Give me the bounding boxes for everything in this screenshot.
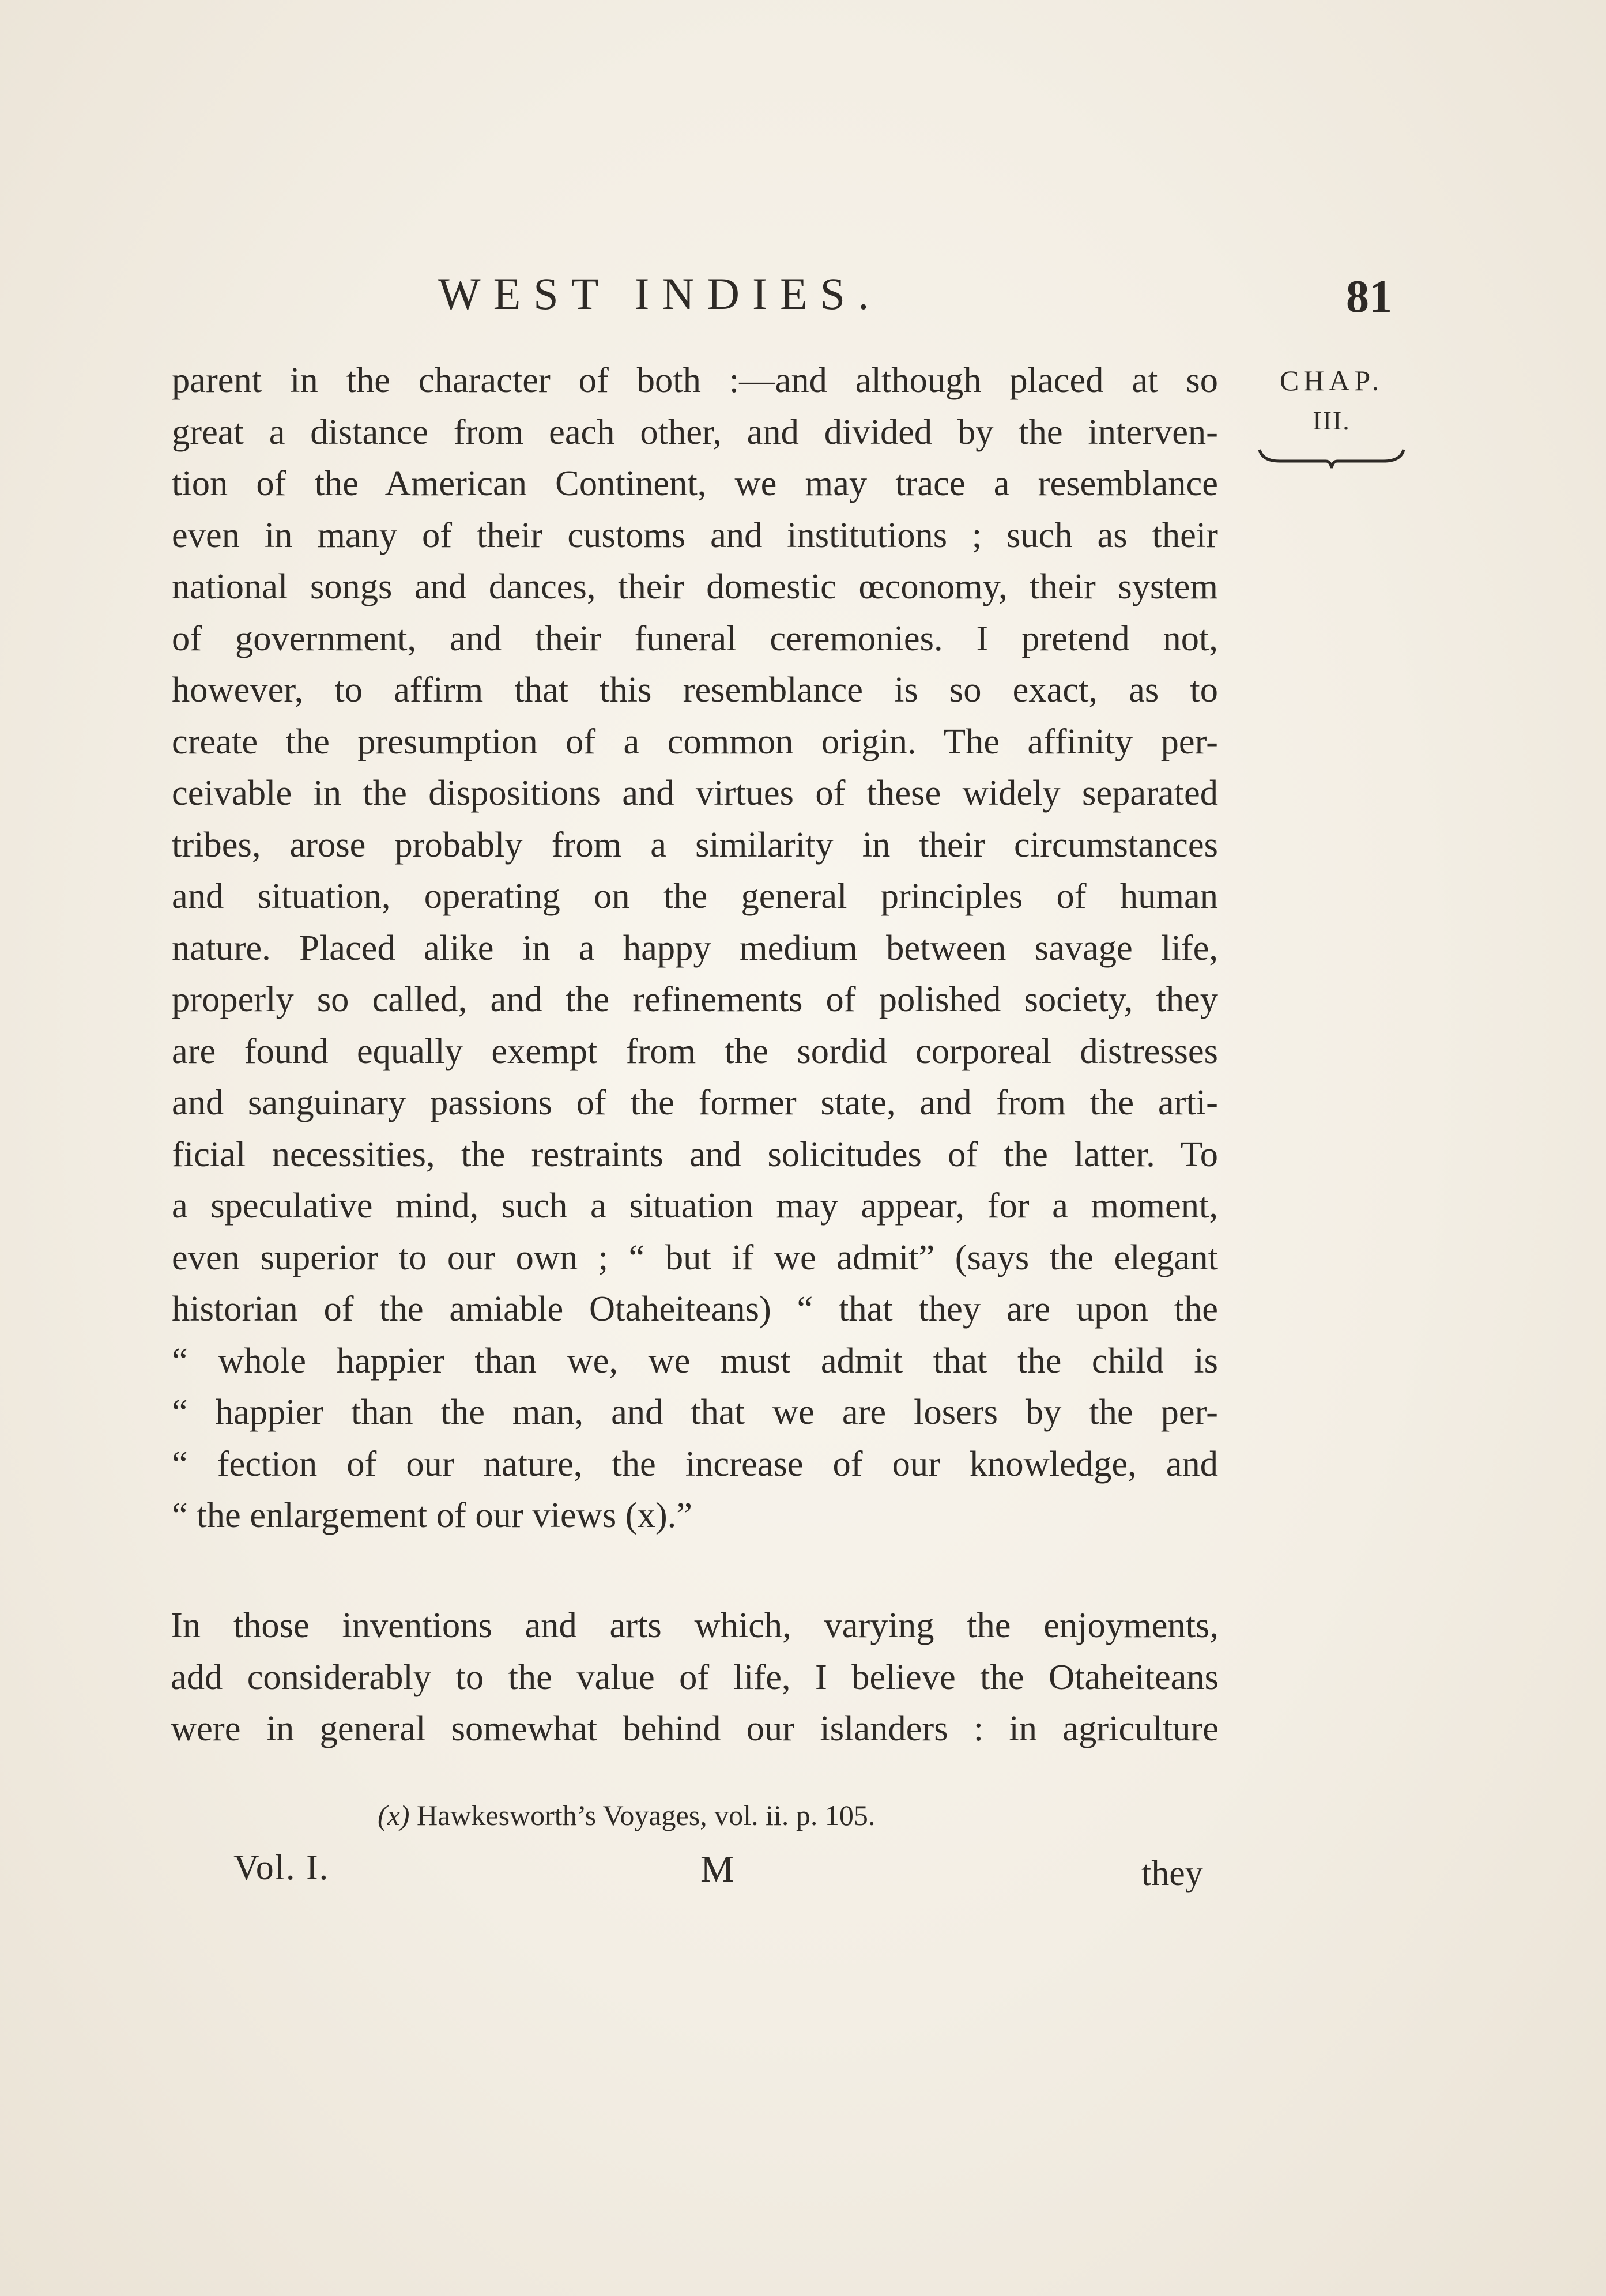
text-line: and situation, operating on the general principles of human xyxy=(172,876,1218,916)
text-line: create the presumption of a common origin. The affinity per- xyxy=(172,721,1218,761)
text-line: even superior to our own ; “ but if we admit” (says the elegant xyxy=(172,1236,1218,1277)
text-line: great a distance from each other, and divided by the interven- xyxy=(172,411,1218,452)
footnote xyxy=(378,1799,875,1832)
text-line: even in many of their customs and institutions ; such as their xyxy=(172,514,1218,555)
text-line: ceivable in the dispositions and virtues of these widely separated xyxy=(172,772,1218,813)
text-line: of government, and their funeral ceremonies. I pretend not, xyxy=(172,617,1218,658)
chapter-label: CHAP. xyxy=(1279,364,1384,397)
paragraph-2 xyxy=(171,1600,1219,1755)
text-line: “ happier than the man, and that we are losers by the per- xyxy=(172,1392,1218,1432)
text-line: “ fection of our nature, the increase of our knowledge, and xyxy=(172,1443,1218,1484)
text-line: however, to affirm that this resemblance is so exact, as to xyxy=(172,669,1218,710)
text-line: “ whole happier than we, we must admit that the child is xyxy=(172,1340,1218,1381)
text-line: and sanguinary passions of the former state, and from the arti- xyxy=(172,1082,1218,1122)
footnote-marker: (x) xyxy=(378,1799,410,1831)
text-line: a speculative mind, such a situation may appear, for a moment, xyxy=(172,1185,1218,1226)
text-line: tion of the American Continent, we may trace a resemblance xyxy=(172,463,1218,503)
text-line: parent in the character of both :—and although placed at so xyxy=(172,360,1218,400)
chapter-marginal-note xyxy=(1257,360,1407,441)
text-line: are found equally exempt from the sordid corporeal distresses xyxy=(172,1030,1218,1071)
volume-label: Vol. I. xyxy=(233,1848,330,1887)
page-number: 81 xyxy=(1346,272,1392,322)
footnote-text: Hawkesworth’s Voyages, vol. ii. p. 105. xyxy=(417,1799,876,1831)
text-line: were in general somewhat behind our islanders : in agriculture xyxy=(171,1708,1219,1748)
running-head: WEST INDIES. xyxy=(438,269,882,319)
paragraph-1 xyxy=(172,355,1218,1541)
signature-mark: M xyxy=(700,1848,734,1890)
text-line: tribes, arose probably from a similarity in their circumstances xyxy=(172,824,1218,865)
text-line: properly so called, and the refinements of polished society, they xyxy=(172,979,1218,1019)
brace-ornament xyxy=(1257,444,1407,473)
text-line: add considerably to the value of life, I believe the Otaheiteans xyxy=(171,1656,1219,1697)
text-line: In those inventions and arts which, varying the enjoyments, xyxy=(171,1605,1219,1645)
text-line: national songs and dances, their domestic œconomy, their system xyxy=(172,566,1218,606)
catchword: they xyxy=(1141,1854,1203,1893)
text-line: ficial necessities, the restraints and solicitudes of the latter. To xyxy=(172,1133,1218,1174)
text-line: historian of the amiable Otaheiteans) “ that they are upon the xyxy=(172,1288,1218,1329)
text-line: “ the enlargement of our views (x).” xyxy=(172,1495,693,1535)
text-line: nature. Placed alike in a happy medium between savage life, xyxy=(172,927,1218,968)
chapter-number: III. xyxy=(1313,406,1351,435)
